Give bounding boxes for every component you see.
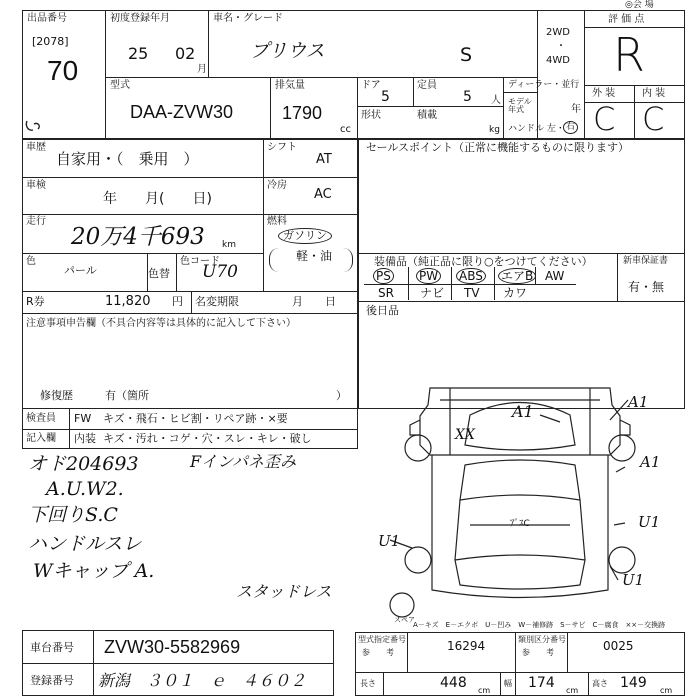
shift-value: AT: [316, 152, 332, 167]
equip-airbag: エアB: [498, 268, 536, 284]
mileage-label: 走行: [26, 216, 46, 227]
recycle-label: R券: [26, 295, 45, 308]
equip-leather: カワ: [503, 286, 528, 300]
notes-label: 注意事項申告欄（不具合内容等は具体的に記入して下さい）: [26, 318, 296, 329]
warranty-label: 新車保証書: [623, 256, 669, 266]
km-unit: km: [222, 240, 236, 250]
fuel-label: 燃料: [267, 216, 287, 227]
first-reg-month: 02: [175, 44, 196, 63]
dealer-label: ディーラー・並行: [508, 80, 580, 90]
inspector-label: 検査員: [26, 413, 56, 424]
repair-close: ）: [336, 389, 347, 402]
month-unit: 月: [197, 64, 207, 75]
color-code-value: U70: [202, 262, 238, 282]
width-label: 幅: [504, 679, 512, 688]
score-label: 評 価 点: [608, 14, 645, 25]
repair-value: 有（箇所: [105, 389, 149, 402]
entry-label: 記入欄: [26, 433, 56, 444]
note-underside: 下回りS.C: [28, 504, 118, 526]
diag-a1-right-top: A1: [628, 393, 649, 411]
fw-label: FW: [74, 412, 92, 425]
chassis-value: ZVW30-5582969: [104, 637, 241, 657]
yen-unit: 円: [172, 295, 183, 308]
equip-tv: TV: [464, 286, 480, 300]
height-value: 149: [620, 675, 647, 691]
person-unit: 人: [491, 95, 501, 106]
fuel-gasoline: ガソリン: [278, 228, 332, 244]
category-label: 類別区分番号: [518, 635, 566, 644]
equip-pw: PW: [416, 268, 441, 284]
sales-point-label: セールスポイント（正常に機能するものに限ります）: [366, 141, 630, 154]
note-handle: ハンドルスレ: [28, 533, 142, 555]
recycle-value: 11,820: [105, 294, 151, 309]
interior-label: 内 装: [642, 88, 666, 99]
row1-legend: キズ・飛石・ヒビ割・リペア跡・×要: [103, 412, 288, 425]
lot-sub: [2078]: [32, 35, 69, 48]
equip-abs: ABS: [456, 268, 486, 284]
handle-label: ハンドル 左・: [508, 124, 565, 134]
in-label: 内装: [74, 432, 96, 445]
category-value: 0025: [603, 639, 634, 653]
first-reg-label: 初度登録年月: [110, 13, 170, 24]
designated-sub: 参 考: [362, 648, 394, 657]
after-label: 後日品: [366, 304, 399, 317]
history-value: 自家用・（ 乗用 ）: [56, 150, 199, 168]
year-unit: 年: [571, 104, 581, 115]
name-change-label: 名変期限: [195, 295, 239, 308]
width-cm: cm: [566, 686, 579, 695]
drive-4wd: 4WD: [546, 55, 570, 66]
row2-legend: キズ・汚れ・コゲ・穴・スレ・キレ・破し: [103, 432, 312, 445]
displacement-value: 1790: [282, 103, 323, 123]
warranty-value: 有・無: [628, 280, 665, 294]
diag-a1-top: A1: [512, 402, 534, 421]
shift-label: シフト: [267, 142, 297, 153]
chassis-label: 車台番号: [30, 641, 74, 654]
door-label: ドア: [361, 80, 381, 91]
designated-label: 型式指定番号: [358, 635, 406, 644]
mileage-value: 20万4千693: [71, 224, 205, 250]
load-label: 積載: [417, 110, 437, 121]
spare-label: スペア: [394, 616, 415, 624]
model-name: プリウス: [250, 40, 325, 62]
damage-legend: A－キズ E－エクボ U－凹み W－補修跡 S－サビ C－腐食 ××－交換跡: [413, 621, 666, 629]
model-label: 車名・グレード: [213, 13, 283, 24]
history-label: 車歴: [26, 142, 46, 153]
height-cm: cm: [660, 686, 673, 695]
drive-dot: ・: [556, 41, 566, 52]
diag-u1-right: U1: [638, 513, 661, 531]
diag-xx: XX: [455, 427, 475, 443]
length-label: 長さ: [360, 679, 376, 688]
handle-right: 右: [563, 121, 578, 134]
length-value: 448: [440, 675, 467, 691]
shape-label: 形状: [361, 110, 381, 121]
note-wcap: Wキャップ A.: [33, 560, 155, 582]
ac-value: AC: [314, 187, 332, 202]
note-studless: スタッドレス: [236, 582, 332, 601]
color-code-label: 色コード: [180, 256, 220, 267]
equipment-label: 装備品（純正品に限り○をつけてください）: [374, 255, 593, 268]
fuel-bracket: [269, 248, 353, 272]
header-frame: [22, 10, 685, 139]
reg-label: 登録番号: [30, 674, 74, 687]
reg-value: 新潟 ３０１ ｅ ４６０２: [98, 671, 307, 690]
type-label: 型式: [110, 80, 130, 91]
ac-label: 冷房: [267, 180, 287, 191]
diag-a1-right-mid: A1: [640, 453, 661, 471]
first-reg-year: 25: [128, 44, 149, 63]
type-value: DAA-ZVW30: [130, 102, 234, 122]
drive-2wd: 2WD: [546, 27, 570, 38]
capacity-value: 5: [463, 89, 472, 105]
inspection-value: 年 月( 日): [103, 191, 212, 207]
score-value: R: [613, 28, 645, 82]
displacement-label: 排気量: [275, 80, 305, 91]
note-instrument: Fインパネ歪み: [190, 452, 296, 471]
fuel-diesel: 軽・油: [296, 249, 333, 263]
color-value: パール: [64, 264, 97, 277]
interior-grade: C: [642, 100, 665, 138]
cc-unit: cc: [340, 124, 351, 135]
exterior-label: 外 装: [592, 88, 616, 99]
name-change-value: 月 日: [292, 295, 336, 308]
equip-sr: SR: [378, 286, 394, 300]
designated-value: 16294: [447, 639, 486, 653]
lot-label: 出品番号: [27, 13, 67, 24]
equip-ps: PS: [373, 268, 394, 284]
model-year-label: モデル年式: [508, 97, 532, 114]
top-right-note: ◎会 場: [625, 0, 654, 10]
equip-aw: AW: [545, 269, 565, 283]
height-label: 高さ: [592, 679, 608, 688]
capacity-label: 定員: [417, 80, 437, 91]
corner-mark-icon: [24, 118, 44, 134]
color-swap-label: 色替: [148, 267, 170, 280]
lot-number: 70: [47, 55, 79, 86]
inspection-label: 車検: [26, 180, 46, 191]
diag-u1-bottom-right: U1: [622, 571, 645, 589]
repair-label: 修復歴: [40, 389, 73, 402]
note-odo: オド204693: [28, 453, 139, 475]
color-label: 色: [26, 256, 36, 267]
door-value: 5: [381, 89, 390, 105]
diag-center-mark: ｱﾟｽC: [510, 519, 530, 529]
length-cm: cm: [478, 686, 491, 695]
kg-unit: kg: [489, 125, 500, 135]
diag-u1-left: U1: [378, 532, 401, 550]
category-sub: 参 考: [522, 648, 554, 657]
note-auw: A.U.W2.: [46, 478, 124, 500]
equip-navi: ナビ: [420, 286, 445, 300]
grade-value: S: [460, 44, 473, 66]
width-value: 174: [528, 675, 555, 691]
exterior-grade: C: [593, 100, 616, 138]
